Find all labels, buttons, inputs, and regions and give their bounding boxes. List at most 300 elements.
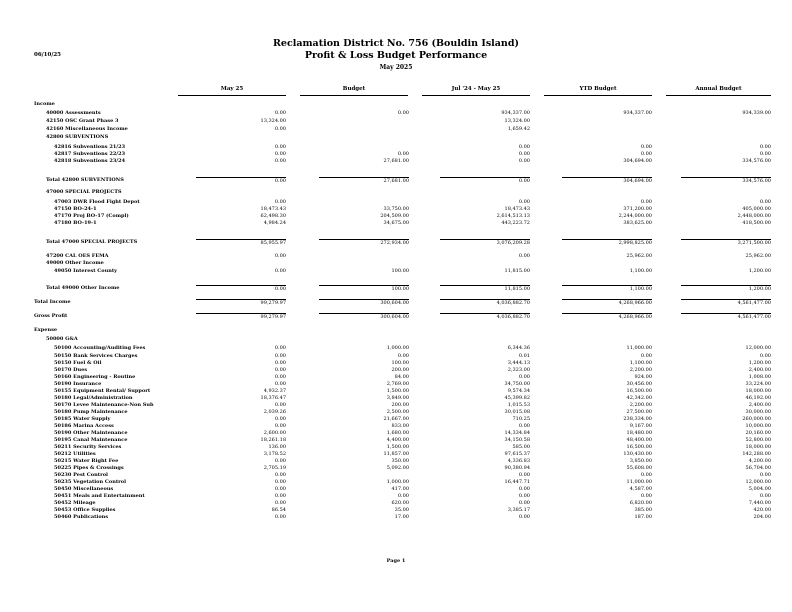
row-value: 0.00 <box>274 126 286 132</box>
row-value: 34,675.00 <box>383 220 409 226</box>
column-header-ytd-budget: YTD Budget <box>544 86 652 96</box>
row-label: 50452 Mileage <box>54 500 96 506</box>
row-value: 204,509.00 <box>380 213 409 219</box>
table-row <box>0 345 792 352</box>
row-value: 260,000.00 <box>742 416 771 422</box>
row-value: 142,288.00 <box>742 451 771 457</box>
table-row <box>0 423 792 430</box>
table-row <box>0 416 792 423</box>
row-value: 0.00 <box>640 144 652 150</box>
row-value: 18,000.00 <box>745 444 771 450</box>
row-label: 50450 Miscellaneous <box>54 486 114 492</box>
row-value: 1,100.00 <box>562 285 652 293</box>
row-value: 4,561,477.00 <box>681 299 771 307</box>
row-value: 2,400.00 <box>748 402 771 408</box>
row-value: 0.00 <box>274 110 286 116</box>
table-row <box>0 451 792 458</box>
row-label: 50170 Levee Maintenance-Non Sub <box>54 402 154 408</box>
row-value: 300,604.00 <box>319 313 409 321</box>
row-value: 3,444.13 <box>507 360 530 366</box>
row-value: 55,608.00 <box>626 465 652 471</box>
row-value: 10,000.00 <box>745 423 771 429</box>
row-label: 47180 BO-19-1 <box>54 220 97 226</box>
row-value: 12,000.00 <box>745 479 771 485</box>
row-value: 1,100.00 <box>629 268 652 274</box>
row-value: 0.00 <box>274 458 286 464</box>
row-value: 1,659.42 <box>507 126 530 132</box>
row-label: 42160 Miscellaneous Income <box>46 126 128 132</box>
row-value: 25,962.00 <box>745 253 771 259</box>
row-value: 2,998,825.00 <box>562 239 652 247</box>
row-value: 2,500.00 <box>386 409 409 415</box>
row-value: 25,962.00 <box>626 253 652 259</box>
table-row <box>0 189 792 196</box>
row-value: 0.00 <box>518 500 530 506</box>
row-value: 304,694.00 <box>562 177 652 185</box>
row-value: 0.00 <box>274 416 286 422</box>
row-value: 20,160.00 <box>745 430 771 436</box>
row-label: 50195 Canal Maintenance <box>54 437 128 443</box>
table-row <box>0 465 792 472</box>
row-value: 0.00 <box>518 486 530 492</box>
row-value: 99,279.97 <box>196 313 286 321</box>
row-value: 385.00 <box>634 507 652 513</box>
row-value: 0.00 <box>274 158 286 164</box>
row-value: 272,934.00 <box>319 239 409 247</box>
table-row <box>0 151 792 158</box>
page-number: Page 1 <box>386 558 406 564</box>
row-label: 49000 Other Income <box>46 260 104 266</box>
row-value: 2,244,000.00 <box>618 213 652 219</box>
table-row <box>0 353 792 360</box>
row-value: 0.00 <box>759 151 771 157</box>
row-value: 30,000.00 <box>745 409 771 415</box>
row-value: 187.00 <box>634 514 652 520</box>
row-label: Gross Profit <box>34 313 68 319</box>
row-value: 1,200.00 <box>681 285 771 293</box>
row-value: 2,600.00 <box>263 430 286 436</box>
row-label: 50460 Publications <box>54 514 109 520</box>
row-value: 0.00 <box>640 493 652 499</box>
table-row <box>0 374 792 381</box>
row-value: 420.00 <box>753 507 771 513</box>
row-value: 21,667.00 <box>383 416 409 422</box>
row-value: 585.00 <box>512 444 530 450</box>
row-value: 2,614,513.13 <box>496 213 530 219</box>
row-value: 4,036,882.70 <box>440 313 530 321</box>
row-label: Total 47000 SPECIAL PROJECTS <box>46 239 138 245</box>
column-header-annual-budget: Annual Budget <box>666 86 771 96</box>
row-label: Expense <box>34 327 58 333</box>
row-value: 4,336.83 <box>507 458 530 464</box>
row-value: 0.00 <box>397 493 409 499</box>
table-row <box>0 381 792 388</box>
row-label: 50100 Accounting/Auditing Fees <box>54 345 146 351</box>
row-value: 0.00 <box>274 423 286 429</box>
row-value: 0.00 <box>640 472 652 478</box>
row-value: 710.25 <box>512 416 530 422</box>
table-row <box>0 360 792 367</box>
row-value: 0.00 <box>640 199 652 205</box>
row-value: 334,576.00 <box>681 177 771 185</box>
row-value: 200.00 <box>391 402 409 408</box>
row-value: 934,339.00 <box>742 110 771 116</box>
row-label: 50150 Fuel & Oil <box>54 360 102 366</box>
row-value: 443,223.72 <box>501 220 530 226</box>
row-value: 45,399.82 <box>504 395 530 401</box>
row-value: 833.00 <box>391 423 409 429</box>
row-value: 0.00 <box>274 345 286 351</box>
table-row <box>0 500 792 507</box>
row-value: 0.00 <box>759 199 771 205</box>
row-label: 50190 Other Maintenance <box>54 430 128 436</box>
row-label: 50190 Insurance <box>54 381 102 387</box>
row-value: 18,473.43 <box>504 206 530 212</box>
row-value: 100.00 <box>391 360 409 366</box>
table-row <box>0 395 792 402</box>
row-value: 418,500.00 <box>742 220 771 226</box>
row-value: 16,500.00 <box>626 444 652 450</box>
row-label: 42818 Subventions 23/24 <box>54 158 126 164</box>
row-value: 136.00 <box>268 444 286 450</box>
table-row <box>0 486 792 493</box>
table-row <box>0 158 792 165</box>
row-value: 56,704.00 <box>745 465 771 471</box>
row-value: 0.00 <box>196 177 286 185</box>
row-value: 3,271,500.00 <box>681 239 771 247</box>
row-label: 42816 Subventions 21/23 <box>54 144 126 150</box>
row-label: 42150 OSC Grant Phase 3 <box>46 118 119 124</box>
row-value: 0.00 <box>274 514 286 520</box>
row-label: 50160 Engineering - Routine <box>54 374 136 380</box>
table-row <box>0 213 792 220</box>
row-value: 1,680.00 <box>386 430 409 436</box>
row-label: Total Income <box>34 299 71 305</box>
row-value: 1,100.00 <box>629 360 652 366</box>
row-value: 14,334.84 <box>504 430 530 436</box>
row-value: 3,178.52 <box>263 451 286 457</box>
row-value: 9,167.00 <box>629 423 652 429</box>
row-label: Total 42800 SUBVENTIONS <box>46 177 124 183</box>
row-value: 2,400.00 <box>748 367 771 373</box>
row-value: 1,200.00 <box>748 268 771 274</box>
row-label: 50453 Office Supplies <box>54 507 116 513</box>
row-value: 304,694.00 <box>623 158 652 164</box>
row-value: 924.00 <box>634 374 652 380</box>
row-value: 4,036,882.70 <box>440 299 530 307</box>
row-value: 2,448,000.00 <box>737 213 771 219</box>
table-row <box>0 402 792 409</box>
row-value: 35.00 <box>394 507 409 513</box>
row-value: 6,344.36 <box>507 345 530 351</box>
row-value: 0.00 <box>274 144 286 150</box>
row-value: 5,004.00 <box>748 486 771 492</box>
row-value: 4,400.00 <box>386 437 409 443</box>
row-value: 383,625.00 <box>623 220 652 226</box>
row-value: 34,150.58 <box>504 437 530 443</box>
row-value: 0.00 <box>274 367 286 373</box>
row-value: 200.00 <box>391 367 409 373</box>
row-label: 50155 Equipment Rental/ Support <box>54 388 151 394</box>
row-value: 16,500.00 <box>626 388 652 394</box>
table-row <box>0 409 792 416</box>
row-value: 86.54 <box>271 507 286 513</box>
row-value: 100.00 <box>391 268 409 274</box>
table-row <box>0 268 792 275</box>
report-date: 06/10/25 <box>34 52 61 58</box>
row-label: 50451 Meals and Entertainment <box>54 493 145 499</box>
row-value: 13,324.00 <box>260 118 286 124</box>
table-row <box>0 472 792 479</box>
report-title: Reclamation District No. 756 (Bouldin Island) <box>273 38 519 49</box>
row-value: 0.01 <box>518 353 530 359</box>
row-value: 0.00 <box>518 514 530 520</box>
table-row <box>0 313 792 320</box>
row-value: 0.00 <box>518 199 530 205</box>
row-label: Total 49000 Other Income <box>46 285 120 291</box>
row-label: 42800 SUBVENTIONS <box>46 134 109 140</box>
row-value: 7,440.00 <box>748 500 771 506</box>
row-value: 6,820.00 <box>629 500 652 506</box>
row-value: 371,200.00 <box>623 206 652 212</box>
row-value: 27,500.00 <box>626 409 652 415</box>
row-value: 18,376.47 <box>260 395 286 401</box>
row-value: 0.00 <box>274 253 286 259</box>
row-value: 27,681.00 <box>383 158 409 164</box>
row-label: 50170 Dues <box>54 367 88 373</box>
row-value: 0.00 <box>518 374 530 380</box>
row-label: 50215 Water Right Fee <box>54 458 119 464</box>
row-label: 50235 Vegetation Control <box>54 479 127 485</box>
row-label: 50180 Pump Maintenance <box>54 409 128 415</box>
column-headers <box>178 86 771 96</box>
row-value: 3,849.00 <box>386 395 409 401</box>
row-value: 300,604.00 <box>319 299 409 307</box>
row-value: 2,323.00 <box>507 367 530 373</box>
row-label: 50225 Pipes & Crossings <box>54 465 124 471</box>
row-value: 0.00 <box>274 472 286 478</box>
row-label: 50230 Pest Control <box>54 472 108 478</box>
row-value: 0.00 <box>518 423 530 429</box>
row-label: 47170 Proj BO-17 (Compl) <box>54 213 129 219</box>
row-value: 85,955.97 <box>196 239 286 247</box>
row-value: 2,200.00 <box>629 367 652 373</box>
row-value: 0.00 <box>274 151 286 157</box>
table-row <box>0 299 792 306</box>
row-value: 238,334.00 <box>623 416 652 422</box>
row-value: 3,385.17 <box>507 507 530 513</box>
row-label: 50180 Legal/Administration <box>54 395 133 401</box>
table-row <box>0 118 792 125</box>
table-row <box>0 285 792 292</box>
row-value: 100.00 <box>319 285 409 293</box>
row-value: 0.00 <box>274 486 286 492</box>
row-value: 1,000.00 <box>386 479 409 485</box>
row-value: 11,815.00 <box>440 285 530 293</box>
table-row <box>0 134 792 141</box>
row-value: 4,587.00 <box>629 486 652 492</box>
table-row <box>0 260 792 267</box>
table-row <box>0 199 792 206</box>
row-value: 52,800.00 <box>745 437 771 443</box>
row-value: 405,000.00 <box>742 206 771 212</box>
report-period: May 2025 <box>379 64 413 71</box>
row-value: 0.00 <box>518 158 530 164</box>
table-row <box>0 177 792 184</box>
row-label: 40000 Assessments <box>46 110 101 116</box>
row-value: 0.00 <box>759 472 771 478</box>
row-value: 18,480.00 <box>626 430 652 436</box>
row-value: 0.00 <box>759 353 771 359</box>
row-value: 1,015.53 <box>507 402 530 408</box>
row-value: 0.00 <box>759 493 771 499</box>
row-value: 34,750.00 <box>504 381 530 387</box>
row-value: 33,224.00 <box>745 381 771 387</box>
table-row <box>0 327 792 334</box>
row-label: 50211 Security Services <box>54 444 122 450</box>
row-value: 0.00 <box>440 177 530 185</box>
column-header-budget: Budget <box>300 86 408 96</box>
report-subtitle: Profit & Loss Budget Performance <box>304 50 488 61</box>
row-value: 0.00 <box>397 151 409 157</box>
table-row <box>0 493 792 500</box>
row-value: 2,039.26 <box>263 409 286 415</box>
row-value: 4,984.24 <box>263 220 286 226</box>
row-value: 1,000.00 <box>386 345 409 351</box>
row-value: 130,430.00 <box>623 451 652 457</box>
row-value: 0.00 <box>196 285 286 293</box>
table-row <box>0 479 792 486</box>
row-label: 50000 G&A <box>46 336 78 342</box>
row-value: 334,576.00 <box>742 158 771 164</box>
row-label: 50212 Utilities <box>54 451 96 457</box>
row-value: 84.00 <box>394 374 409 380</box>
table-row <box>0 514 792 521</box>
table-row <box>0 220 792 227</box>
row-value: 9,574.34 <box>507 388 530 394</box>
row-label: 47150 BO-24-1 <box>54 206 97 212</box>
row-value: 1,008.00 <box>748 374 771 380</box>
row-value: 4,561,477.00 <box>681 313 771 321</box>
table-row <box>0 437 792 444</box>
row-value: 99,279.97 <box>196 299 286 307</box>
column-header-may: May 25 <box>178 86 286 96</box>
row-label: 47003 DWR Flood Fight Depot <box>54 199 140 205</box>
row-value: 934,337.00 <box>501 110 530 116</box>
row-label: 50185 Water Supply <box>54 416 111 422</box>
row-value: 0.00 <box>518 253 530 259</box>
row-value: 0.00 <box>518 144 530 150</box>
row-value: 46,192.00 <box>745 395 771 401</box>
table-row <box>0 253 792 260</box>
row-label: 47000 SPECIAL PROJECTS <box>46 189 122 195</box>
row-value: 0.00 <box>518 151 530 157</box>
row-value: 0.00 <box>274 374 286 380</box>
row-value: 0.00 <box>274 500 286 506</box>
row-value: 30,015.08 <box>504 409 530 415</box>
table-row <box>0 144 792 151</box>
table-row <box>0 458 792 465</box>
row-value: 0.00 <box>640 353 652 359</box>
row-value: 18,000.00 <box>745 388 771 394</box>
row-value: 5,092.00 <box>386 465 409 471</box>
table-row <box>0 507 792 514</box>
table-row <box>0 126 792 133</box>
row-value: 17.00 <box>394 514 409 520</box>
table-row <box>0 101 792 108</box>
row-value: 42,342.00 <box>626 395 652 401</box>
row-label: 47200 CAL OES FEMA <box>46 253 109 259</box>
row-value: 62,498.30 <box>260 213 286 219</box>
row-value: 48,400.00 <box>626 437 652 443</box>
row-value: 2,705.19 <box>263 465 286 471</box>
row-value: 0.00 <box>274 268 286 274</box>
table-row <box>0 336 792 343</box>
table-row <box>0 239 792 246</box>
row-value: 0.00 <box>518 493 530 499</box>
row-value: 0.00 <box>274 353 286 359</box>
table-row <box>0 388 792 395</box>
row-value: 620.00 <box>391 500 409 506</box>
row-value: 1,500.00 <box>386 388 409 394</box>
row-value: 204.00 <box>753 514 771 520</box>
row-value: 0.00 <box>518 472 530 478</box>
row-value: 11,815.00 <box>504 268 530 274</box>
table-row <box>0 444 792 451</box>
table-row <box>0 430 792 437</box>
row-value: 2,200.00 <box>629 402 652 408</box>
row-label: 50150 Bank Services Charges <box>54 353 138 359</box>
row-value: 11,000.00 <box>626 479 652 485</box>
row-value: 97,615.37 <box>504 451 530 457</box>
row-value: 33,750.00 <box>383 206 409 212</box>
row-value: 1,200.00 <box>748 360 771 366</box>
row-value: 18,261.18 <box>260 437 286 443</box>
table-row <box>0 367 792 374</box>
table-row <box>0 110 792 117</box>
row-value: 0.00 <box>274 360 286 366</box>
row-value: 0.00 <box>759 144 771 150</box>
row-value: 16,447.71 <box>504 479 530 485</box>
row-value: 350.00 <box>391 458 409 464</box>
row-value: 0.00 <box>274 493 286 499</box>
row-value: 934,337.00 <box>623 110 652 116</box>
table-row <box>0 206 792 213</box>
row-value: 0.00 <box>274 381 286 387</box>
row-value: 30,456.00 <box>626 381 652 387</box>
row-value: 3,850.00 <box>629 458 652 464</box>
row-label: 42817 Subventions 22/23 <box>54 151 126 157</box>
row-value: 2,769.00 <box>386 381 409 387</box>
row-value: 417.00 <box>391 486 409 492</box>
row-value: 13,324.00 <box>504 118 530 124</box>
column-header-ytd-actual: Jul '24 - May 25 <box>422 86 530 96</box>
row-value: 12,000.00 <box>745 345 771 351</box>
row-value: 0.00 <box>397 110 409 116</box>
row-value: 0.00 <box>274 402 286 408</box>
row-value: 0.00 <box>274 479 286 485</box>
row-value: 0.00 <box>397 353 409 359</box>
row-value: 90,380.94 <box>504 465 530 471</box>
row-label: 49050 Interest County <box>54 268 118 274</box>
row-value: 4,932.37 <box>263 388 286 394</box>
row-value: 11,000.00 <box>626 345 652 351</box>
row-value: 0.00 <box>640 151 652 157</box>
row-value: 4,200.00 <box>748 458 771 464</box>
row-value: 4,268,966.00 <box>562 299 652 307</box>
row-label: 50186 Marina Access <box>54 423 114 429</box>
row-value: 4,268,966.00 <box>562 313 652 321</box>
